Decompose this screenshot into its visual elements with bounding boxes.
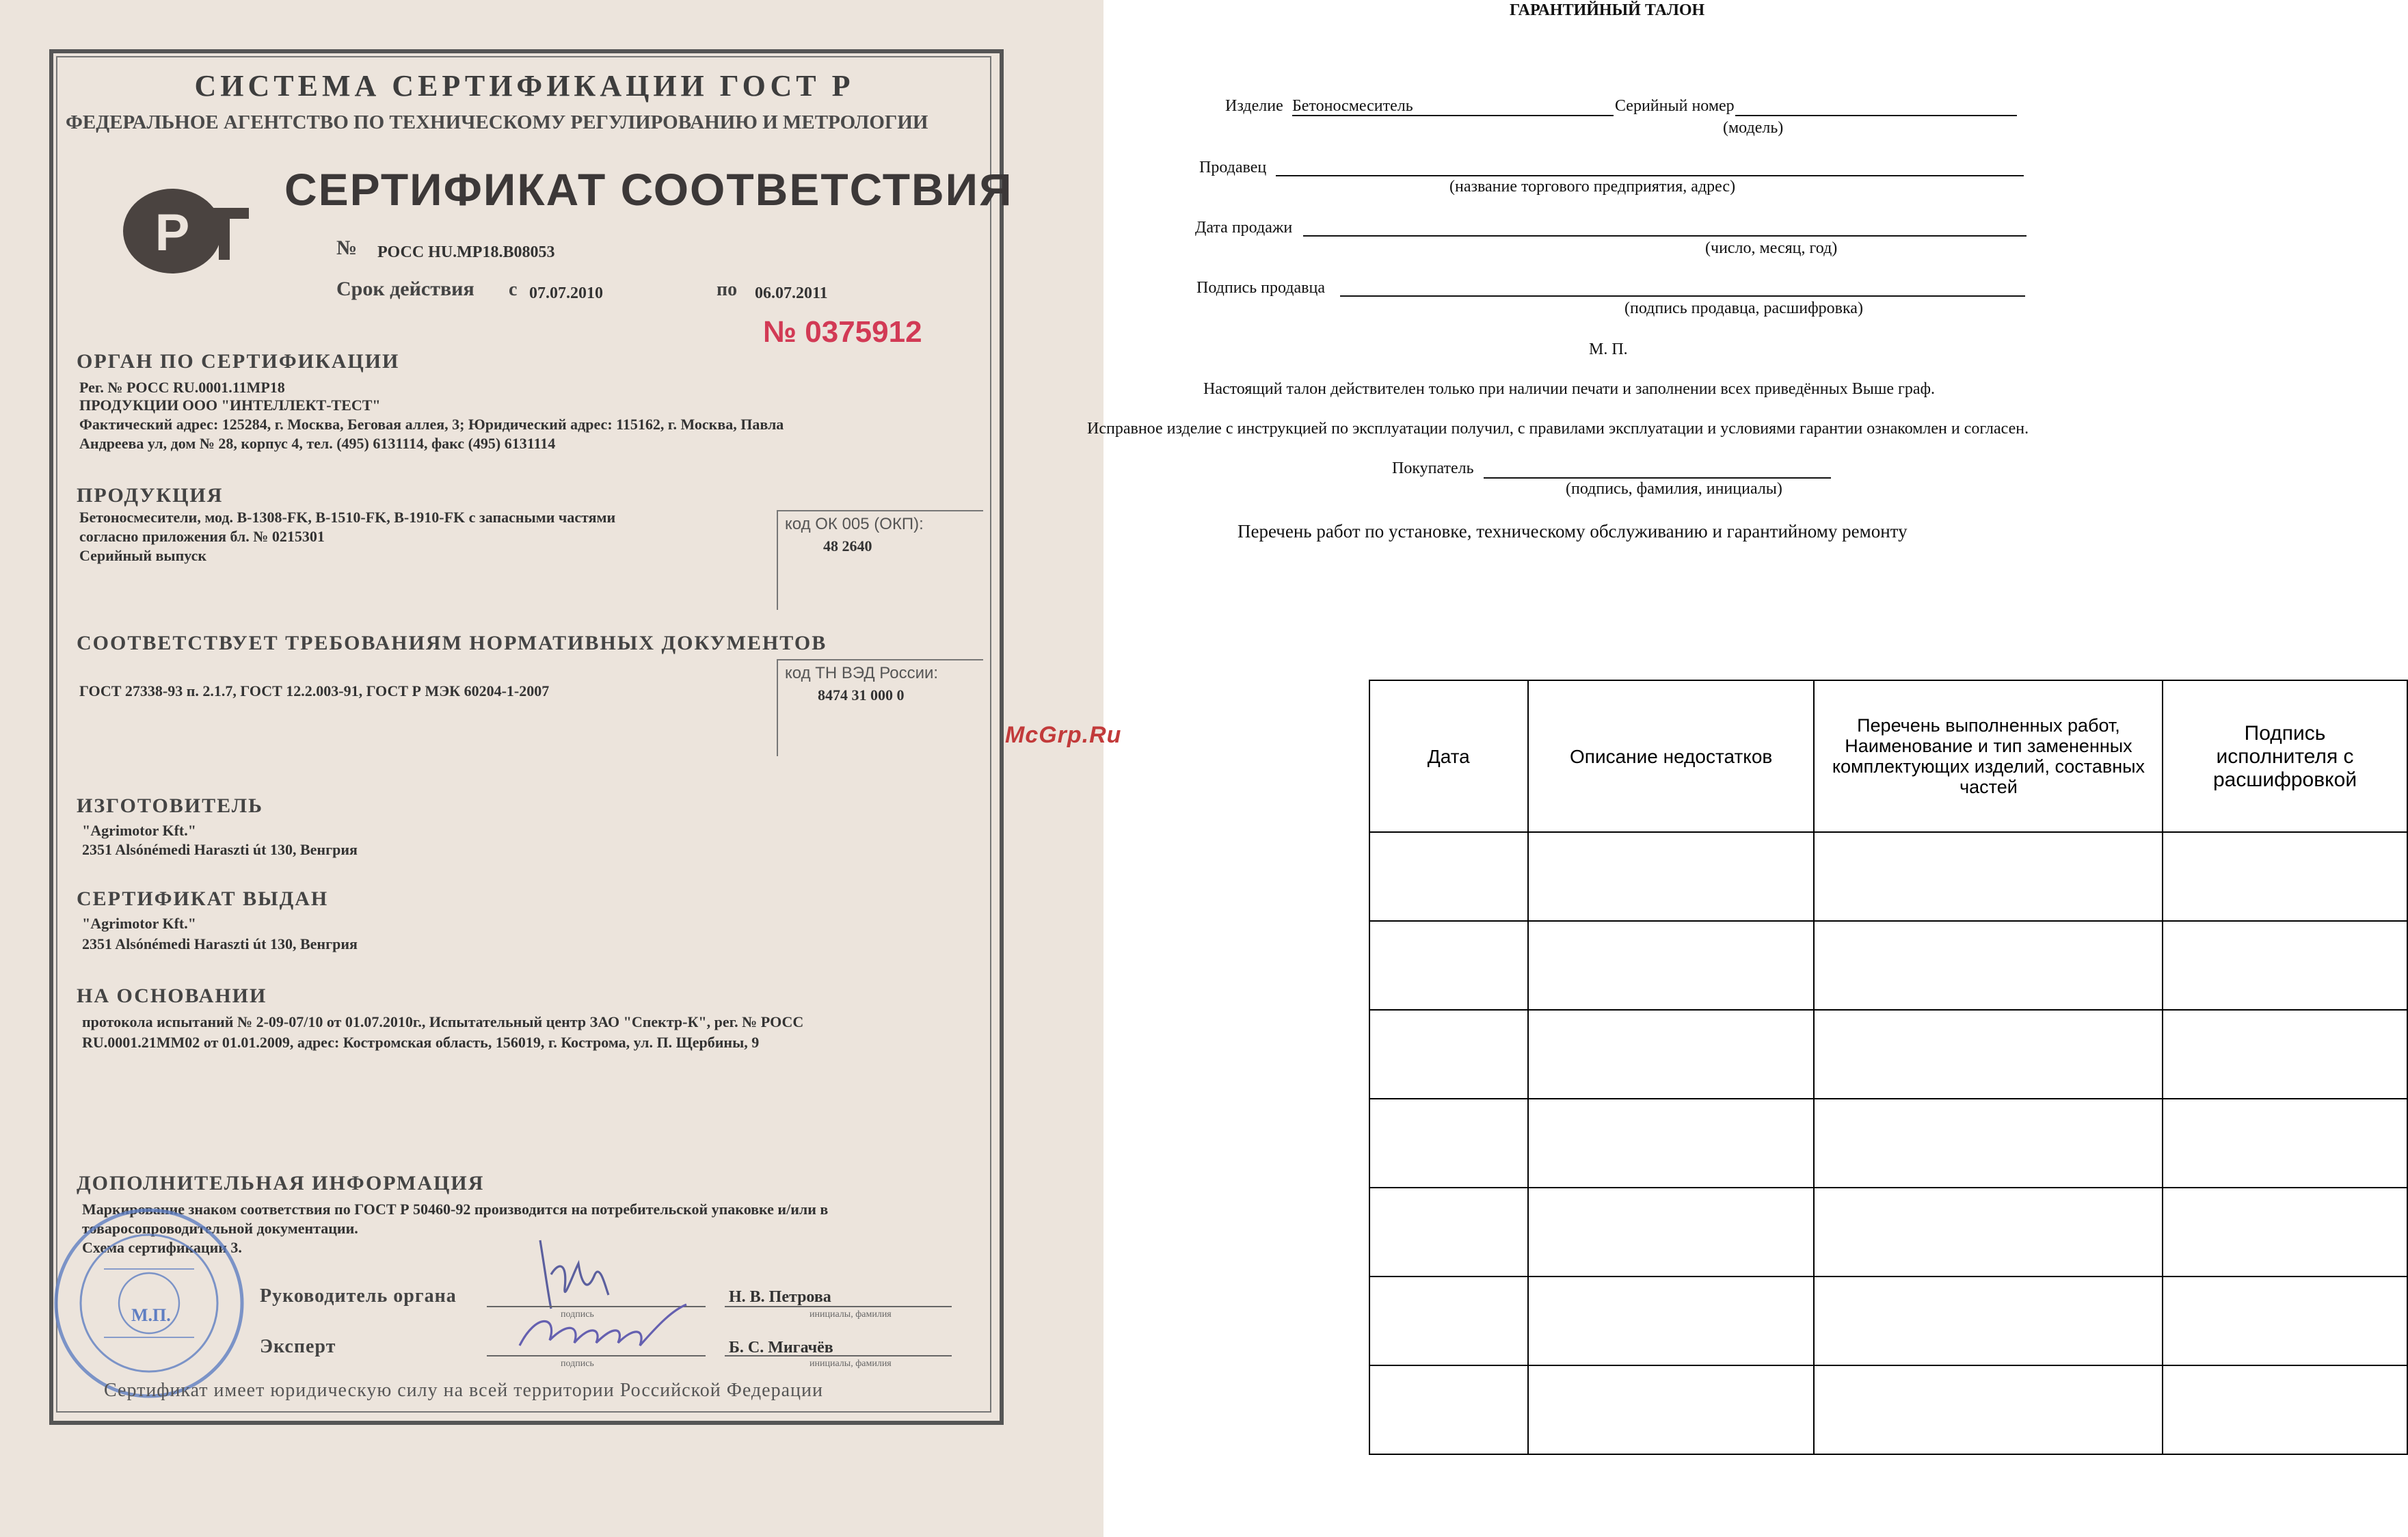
table-cell[interactable] xyxy=(1528,921,1815,1010)
extra-line-1: Маркирование знаком соответствия по ГОСТ Р 50460-92 производится на потребительской упаковке и/или в xyxy=(82,1202,829,1218)
expert-name-line xyxy=(725,1355,952,1356)
table-row xyxy=(1369,1188,2407,1277)
expert-signature-icon xyxy=(509,1299,700,1362)
valid-to-date: 06.07.2011 xyxy=(755,283,828,302)
stamp-place: М. П. xyxy=(1589,339,1628,358)
basis-line-2: RU.0001.21ММ02 от 01.01.2009, адрес: Костромская область, 156019, г. Кострома, ул. П. Щербины, 9 xyxy=(82,1035,760,1052)
okp-value: 48 2640 xyxy=(823,539,872,555)
serial-label: Серийный номер xyxy=(1615,96,1735,115)
table-cell[interactable] xyxy=(1815,1010,2163,1099)
item-line xyxy=(1292,115,1614,116)
valid-from-date: 07.07.2010 xyxy=(529,283,603,302)
table-cell[interactable] xyxy=(1369,921,1528,1010)
product-heading: ПРОДУКЦИЯ xyxy=(77,485,224,507)
issued-name: "Agrimotor Kft." xyxy=(82,916,196,933)
col-defects-header: Описание недостатков xyxy=(1528,680,1815,832)
product-line-1: Бетоносмесители, мод. В-1308-FK, В-1510-FK, В-1910-FK с запасными частями xyxy=(79,510,616,526)
item-value: Бетоносмеситель xyxy=(1292,96,1413,115)
table-cell[interactable] xyxy=(2163,832,2407,921)
table-row xyxy=(1369,1010,2407,1099)
sale-date-label: Дата продажи xyxy=(1195,217,1293,237)
basis-line-1: протокола испытаний № 2-09-07/10 от 01.07.2010г., Испытательный центр ЗАО "Спектр-К", рег. № РОСС xyxy=(82,1015,804,1031)
seller-label: Продавец xyxy=(1199,157,1267,176)
cert-body-addr2: Андреева ул, дом № 28, корпус 4, тел. (495) 6131114, факс (495) 6131114 xyxy=(79,436,556,453)
seller-sign-label: Подпись продавца xyxy=(1196,278,1325,297)
table-header-row xyxy=(1369,680,2407,832)
table-cell[interactable] xyxy=(2163,1277,2407,1365)
table-cell[interactable] xyxy=(2163,921,2407,1010)
table-cell[interactable] xyxy=(1815,1365,2163,1454)
buyer-caption: (подпись, фамилия, инициалы) xyxy=(1566,479,1782,498)
table-row xyxy=(1369,1099,2407,1188)
col-works-header: Перечень выполненных работ, Наименование и тип замененных комплектующих изделий, составных частей xyxy=(1815,680,2163,832)
table-cell[interactable] xyxy=(1815,832,2163,921)
seller-caption: (название торгового предприятия, адрес) xyxy=(1449,176,1736,196)
table-row xyxy=(1369,921,2407,1010)
cert-footer: Сертификат имеет юридическую силу на всей территории Российской Федерации xyxy=(104,1381,823,1402)
head-initials-caption: инициалы, фамилия xyxy=(810,1309,892,1320)
issued-address: 2351 Alsónémedi Haraszti út 130, Венгрия xyxy=(82,937,358,953)
table-cell[interactable] xyxy=(1528,1188,1815,1277)
cert-system-title: СИСТЕМА СЕРТИФИКАЦИИ ГОСТ Р xyxy=(194,68,855,103)
table-cell[interactable] xyxy=(2163,1365,2407,1454)
okp-label: код ОК 005 (ОКП): xyxy=(785,514,924,533)
expert-signature-line xyxy=(487,1355,706,1356)
certification-stamp-icon xyxy=(52,1206,246,1400)
table-cell[interactable] xyxy=(1369,1277,1528,1365)
table-cell[interactable] xyxy=(1369,1365,1528,1454)
validity-from-label: с xyxy=(509,280,518,301)
col-signature-header: Подпись исполнителя с расшифровкой xyxy=(2163,680,2407,832)
maker-heading: ИЗГОТОВИТЕЛЬ xyxy=(77,796,263,818)
cert-body-addr1: Фактический адрес: 125284, г. Москва, Беговая аллея, 3; Юридический адрес: 115162, г. Москва, Павла xyxy=(79,417,784,433)
table-cell[interactable] xyxy=(1528,1099,1815,1188)
table-row xyxy=(1369,832,2407,921)
item-label: Изделие xyxy=(1225,96,1283,115)
validity-to-label: по xyxy=(717,280,738,301)
table-cell[interactable] xyxy=(1369,832,1528,921)
table-cell[interactable] xyxy=(1528,832,1815,921)
cert-title: СЕРТИФИКАТ СООТВЕТСТВИЯ xyxy=(284,164,1013,215)
table-row xyxy=(1369,1365,2407,1454)
table-cell[interactable] xyxy=(1369,1188,1528,1277)
cert-serial-number: № 0375912 xyxy=(763,315,922,349)
service-table xyxy=(1369,680,2408,1455)
table-cell[interactable] xyxy=(1369,1099,1528,1188)
buyer-label: Покупатель xyxy=(1392,458,1474,477)
head-label: Руководитель органа xyxy=(260,1287,457,1307)
extra-line-2: товаросопроводительной документации. xyxy=(82,1221,358,1238)
table-cell[interactable] xyxy=(2163,1099,2407,1188)
table-cell[interactable] xyxy=(1528,1277,1815,1365)
head-name: Н. В. Петрова xyxy=(729,1287,831,1306)
model-caption: (модель) xyxy=(1723,118,1784,137)
issued-heading: СЕРТИФИКАТ ВЫДАН xyxy=(77,889,329,911)
table-cell[interactable] xyxy=(2163,1010,2407,1099)
stamp-mp: М.П. xyxy=(131,1305,171,1325)
table-row xyxy=(1369,1277,2407,1365)
rst-logo-icon xyxy=(120,186,252,276)
svg-text:Р: Р xyxy=(155,204,190,262)
sale-date-caption: (число, месяц, год) xyxy=(1705,238,1838,257)
maker-name: "Agrimotor Kft." xyxy=(82,823,196,840)
certificate xyxy=(0,0,1103,1537)
head-name-line xyxy=(725,1306,952,1307)
coupon-title: ГАРАНТИЙНЫЙ ТАЛОН xyxy=(1510,0,1705,19)
product-line-2: согласно приложения бл. № 0215301 xyxy=(79,529,325,546)
table-cell[interactable] xyxy=(1815,1188,2163,1277)
col-date-header: Дата xyxy=(1369,680,1528,832)
validity-note: Настоящий талон действителен только при наличии печати и заполнении всех приведённых Выше граф. xyxy=(1203,379,1936,398)
cert-number-label: № xyxy=(336,238,358,260)
watermark: McGrp.Ru xyxy=(1005,722,1122,748)
sale-date-line xyxy=(1303,235,2026,237)
expert-sign-caption: подпись xyxy=(561,1358,594,1369)
table-cell[interactable] xyxy=(1528,1365,1815,1454)
serial-line xyxy=(1735,115,2017,116)
works-list-title: Перечень работ по установке, техническому обслуживанию и гарантийному ремонту xyxy=(1238,521,1908,542)
seller-sign-caption: (подпись продавца, расшифровка) xyxy=(1624,298,1863,317)
conform-docs: ГОСТ 27338-93 п. 2.1.7, ГОСТ 12.2.003-91, ГОСТ Р МЭК 60204-1-2007 xyxy=(79,684,550,700)
cert-body-reg: Рег. № РОСС RU.0001.11МР18 xyxy=(79,380,285,397)
extra-line-3: Схема сертификации 3. xyxy=(82,1240,242,1257)
conform-heading: СООТВЕТСТВУЕТ ТРЕБОВАНИЯМ НОРМАТИВНЫХ ДОКУМЕНТОВ xyxy=(77,633,827,655)
warranty-coupon xyxy=(1087,0,2357,1537)
maker-address: 2351 Alsónémedi Haraszti út 130, Венгрия xyxy=(82,842,358,859)
received-note: Исправное изделие с инструкцией по эксплуатации получил, с правилами эксплуатации и условиями гарантии ознакомлен и согласен. xyxy=(1087,418,2029,438)
seller-sign-line xyxy=(1340,295,2025,297)
cert-agency: ФЕДЕРАЛЬНОЕ АГЕНТСТВО ПО ТЕХНИЧЕСКОМУ РЕГУЛИРОВАНИЮ И МЕТРОЛОГИИ xyxy=(66,112,928,134)
tnved-label: код ТН ВЭД России: xyxy=(785,663,939,682)
extra-heading: ДОПОЛНИТЕЛЬНАЯ ИНФОРМАЦИЯ xyxy=(77,1173,485,1195)
cert-body-name: ПРОДУКЦИИ ООО "ИНТЕЛЛЕКТ-ТЕСТ" xyxy=(79,398,381,414)
cert-number: РОСС HU.МР18.В08053 xyxy=(377,242,555,261)
basis-heading: НА ОСНОВАНИИ xyxy=(77,986,267,1008)
expert-name: Б. С. Мигачёв xyxy=(729,1337,833,1356)
table-cell[interactable] xyxy=(1369,1010,1528,1099)
expert-label: Эксперт xyxy=(260,1337,336,1358)
expert-initials-caption: инициалы, фамилия xyxy=(810,1358,892,1369)
cert-body-heading: ОРГАН ПО СЕРТИФИКАЦИИ xyxy=(77,351,400,373)
table-cell[interactable] xyxy=(1815,1277,2163,1365)
table-cell[interactable] xyxy=(1528,1010,1815,1099)
product-line-3: Серийный выпуск xyxy=(79,548,207,565)
validity-label: Срок действия xyxy=(336,279,474,301)
table-cell[interactable] xyxy=(1815,921,2163,1010)
tnved-value: 8474 31 000 0 xyxy=(818,688,905,704)
table-cell[interactable] xyxy=(2163,1188,2407,1277)
head-sign-caption: подпись xyxy=(561,1309,594,1320)
table-cell[interactable] xyxy=(1815,1099,2163,1188)
